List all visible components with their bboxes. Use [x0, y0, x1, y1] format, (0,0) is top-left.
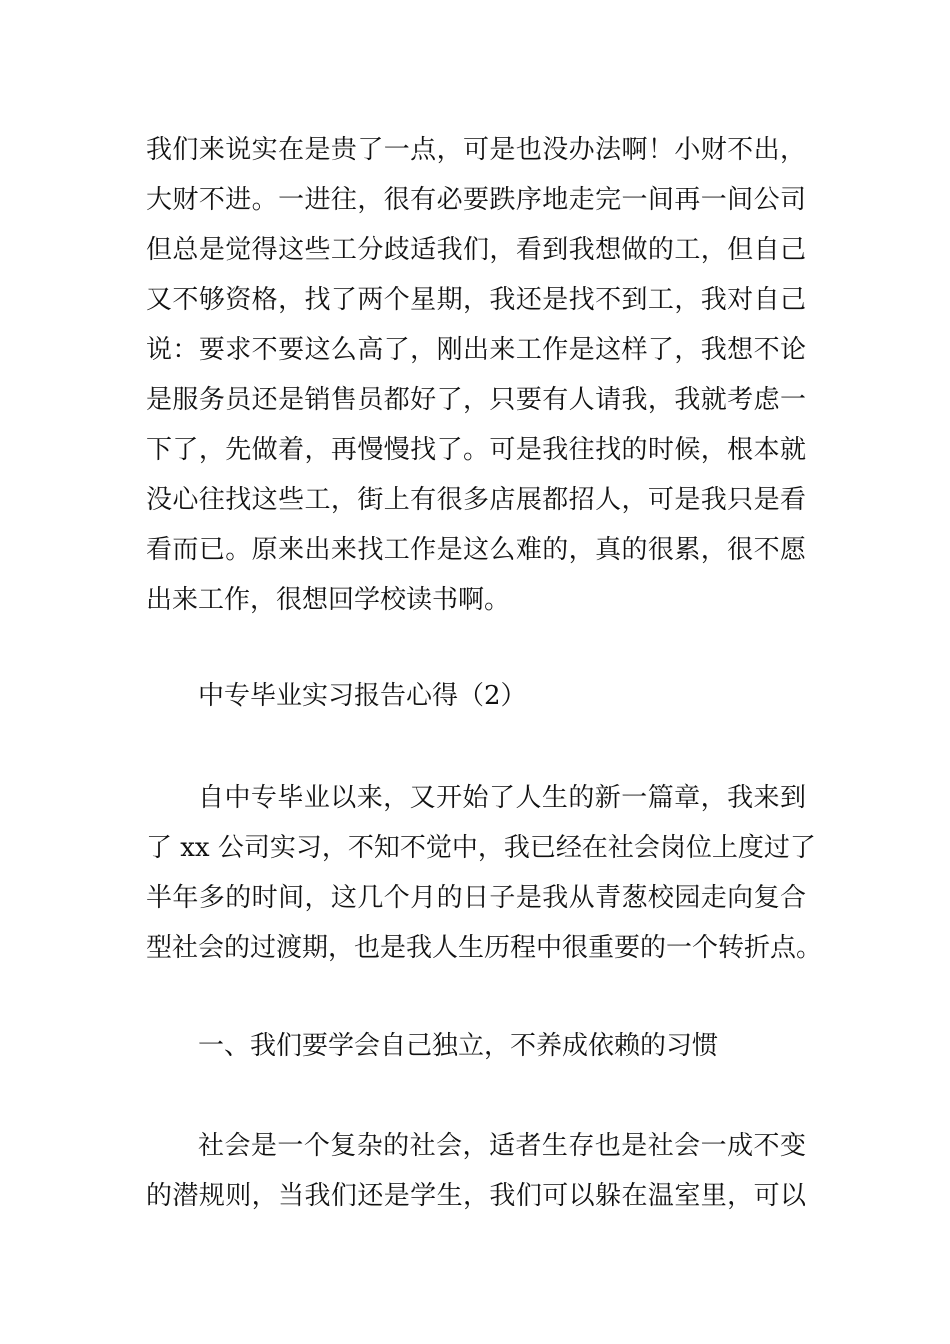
text-line: 又不够资格，找了两个星期，我还是找不到工，我对自己: [146, 285, 806, 315]
text-line: 但总是觉得这些工分歧适我们，看到我想做的工，但自己: [146, 235, 806, 265]
text-line: 自中专毕业以来，又开始了人生的新一篇章，我来到: [198, 783, 806, 813]
text-line: 说：要求不要这么高了，刚出来工作是这样了，我想不论: [146, 335, 806, 365]
text-line: 没心往找这些工，街上有很多店展都招人，可是我只是看: [146, 485, 806, 515]
text-line: 是服务员还是销售员都好了，只要有人请我，我就考虑一: [146, 385, 806, 415]
text-line: 大财不进。一进往，很有必要跌序地走完一间再一间公司: [146, 185, 806, 215]
text-line: 出来工作，很想回学校读书啊。: [146, 585, 511, 615]
text-line: 的潜规则，当我们还是学生，我们可以躲在温室里，可以: [146, 1181, 806, 1211]
text-line: 看而已。原来出来找工作是这么难的，真的很累，很不愿: [146, 535, 806, 565]
text-line: 型社会的过渡期，也是我人生历程中很重要的一个转折点。: [146, 933, 823, 963]
text-line: 我们来说实在是贵了一点，可是也没办法啊！小财不出，: [146, 135, 806, 165]
section-heading: 中专毕业实习报告心得（2）: [198, 681, 527, 711]
text-line: 下了，先做着，再慢慢找了。可是我往找的时候，根本就: [146, 435, 806, 465]
text-line: 社会是一个复杂的社会，适者生存也是社会一成不变: [198, 1131, 806, 1161]
text-line: 了 xx 公司实习，不知不觉中，我已经在社会岗位上度过了: [146, 833, 816, 863]
section-heading: 一、我们要学会自己独立，不养成依赖的习惯: [198, 1031, 719, 1061]
text-line: 半年多的时间，这几个月的日子是我从青葱校园走向复合: [146, 883, 806, 913]
